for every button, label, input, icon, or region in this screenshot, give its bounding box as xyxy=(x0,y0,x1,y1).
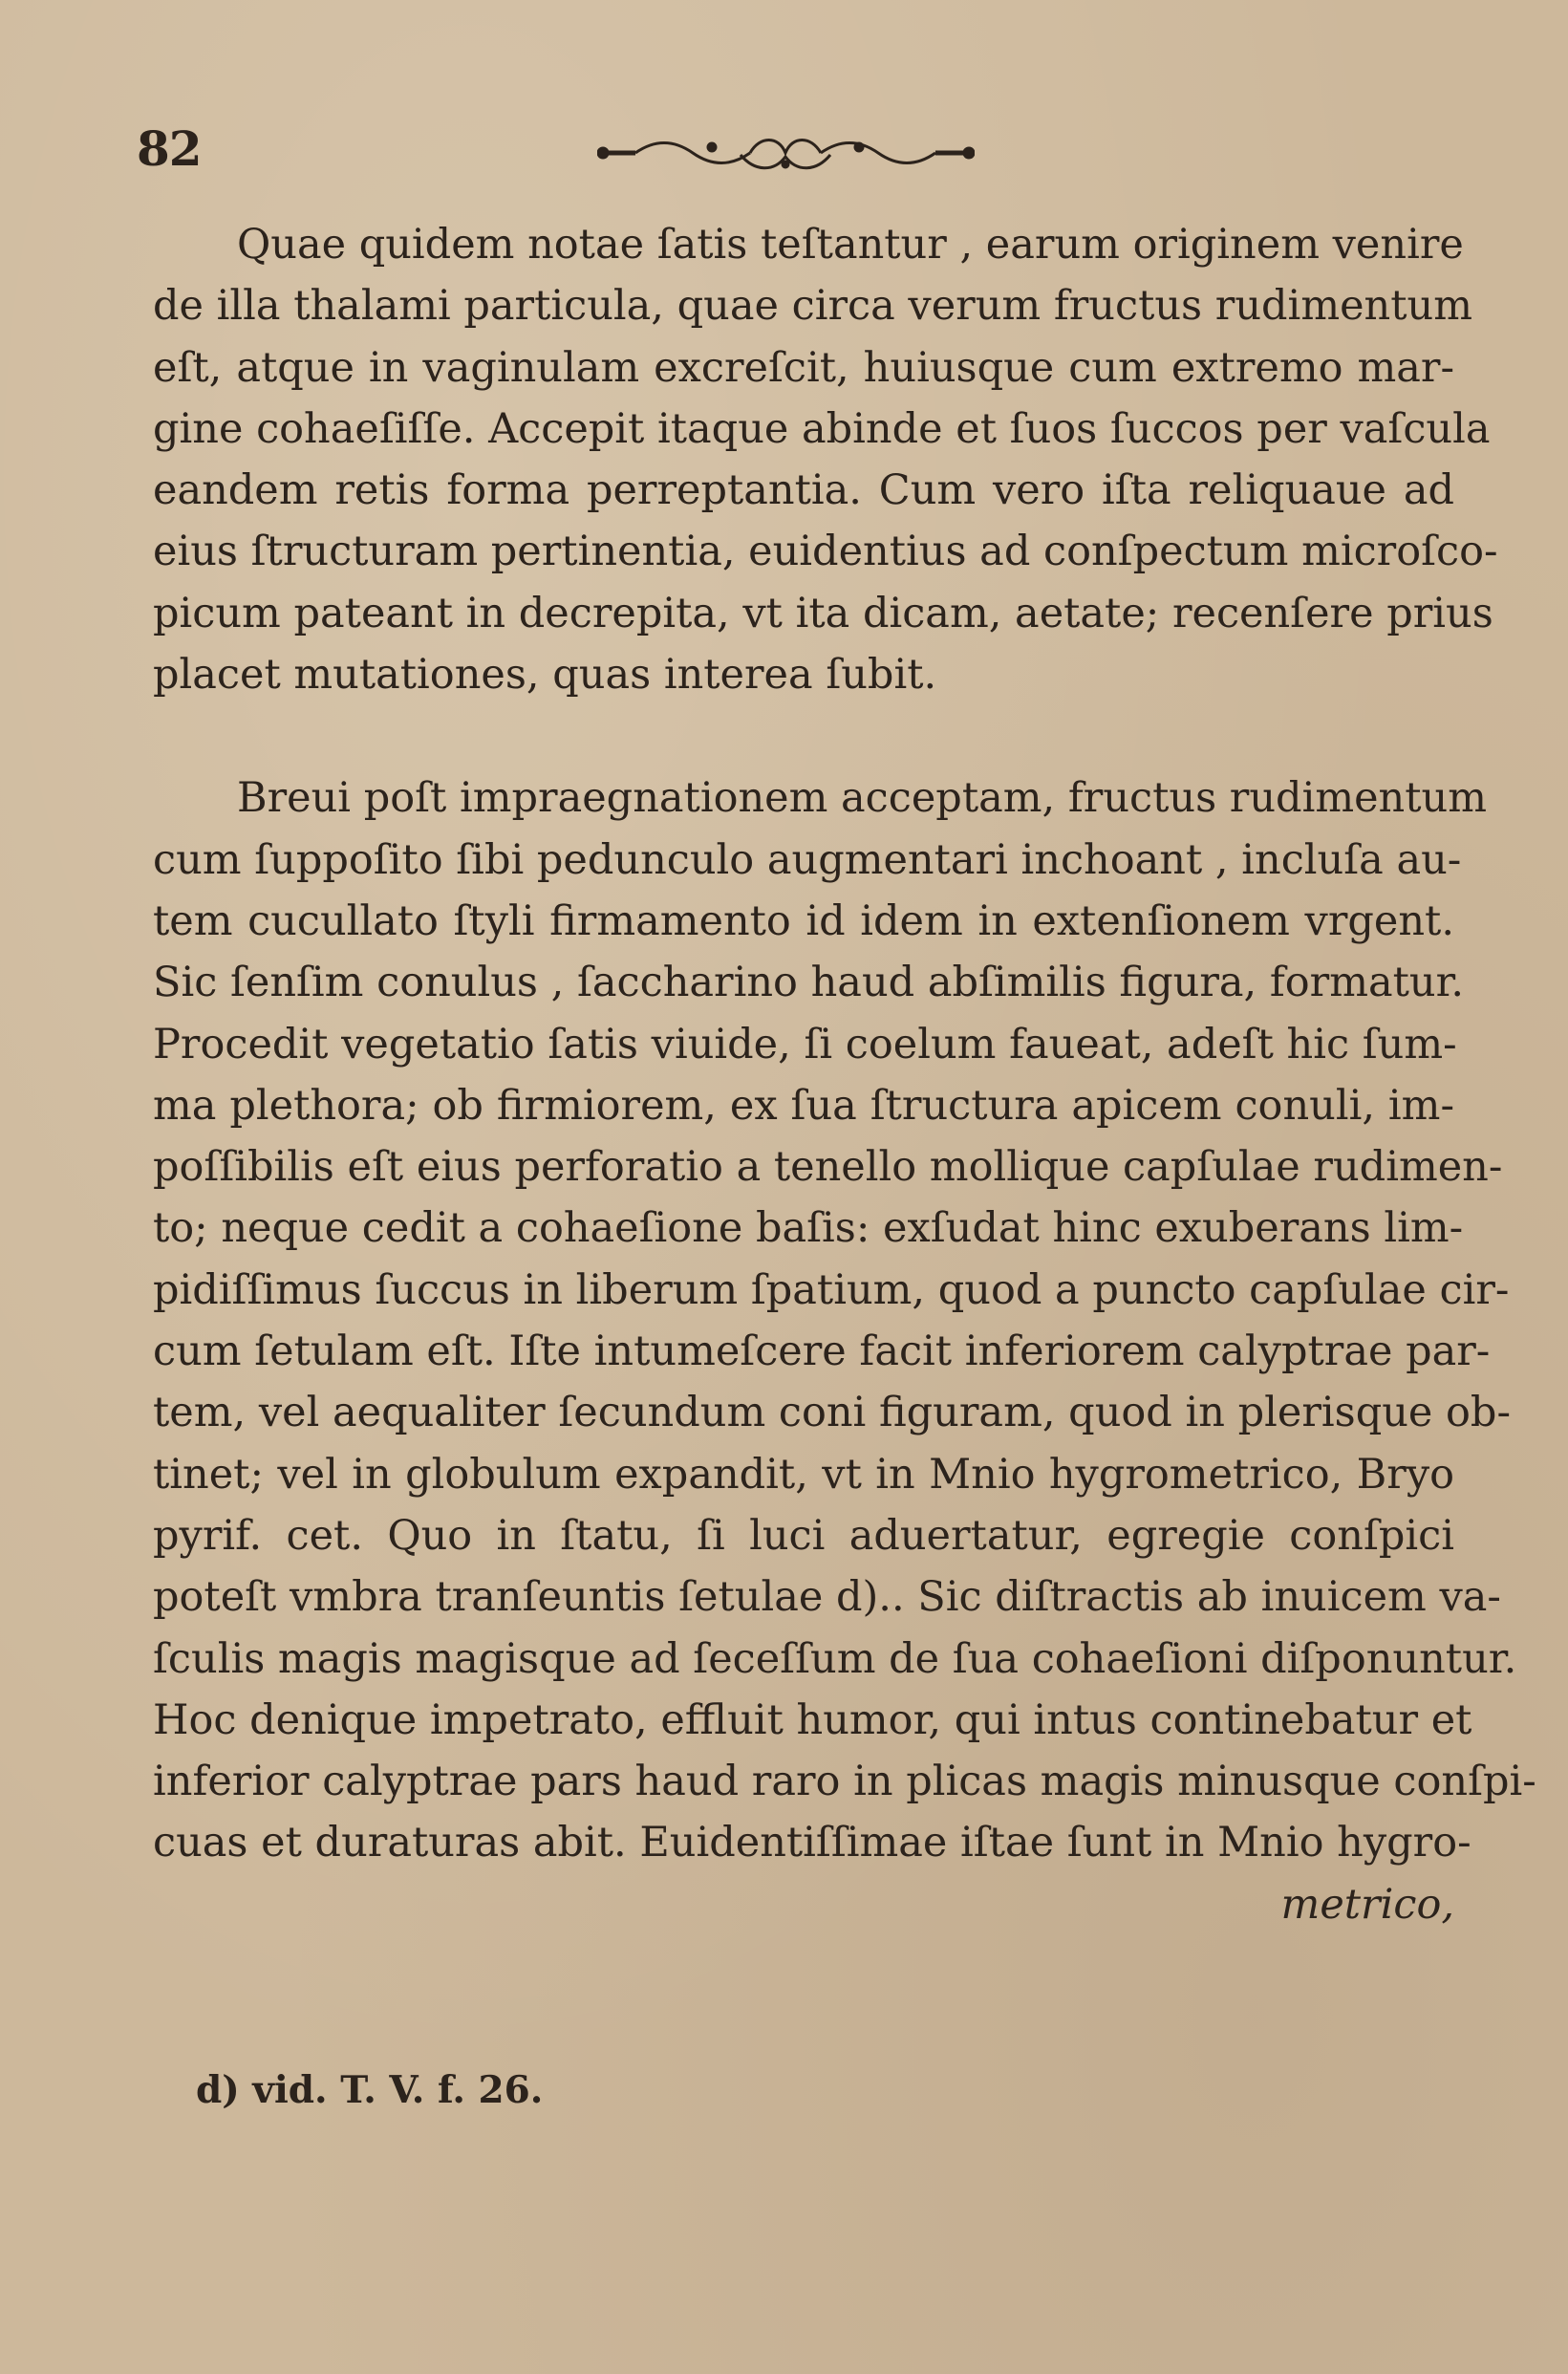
text-line: Quae quidem notae ſatis teſtantur , earum originem venire xyxy=(237,221,1464,269)
text-line: to; neque cedit a cohaeſione baſis: exſudat hinc exuberans lim- xyxy=(153,1204,1464,1253)
text-line: eſt, atque in vaginulam excreſcit, huiusque cum extremo mar- xyxy=(153,343,1454,392)
text-line: tem, vel aequaliter ſecundum coni figuram, quod in plerisque ob- xyxy=(153,1389,1511,1437)
text-line: pyrif. cet. Quo in ſtatu, ſi luci aduertatur, egregie conſpici xyxy=(153,1511,1454,1560)
catchword: metrico, xyxy=(1280,1880,1454,1929)
text-line: Procedit vegetatio ſatis viuide, ſi coelum faueat, adeſt hic ſum- xyxy=(153,1020,1457,1068)
text-line: placet mutationes, quas interea ſubit. xyxy=(153,651,937,700)
text-line: eius ſtructuram pertinentia, euidentius ad conſpectum microſco- xyxy=(153,528,1498,576)
body-text xyxy=(153,214,1536,1935)
text-line: Hoc denique impetrato, effluit humor, qui intus continebatur et xyxy=(153,1695,1472,1744)
page-number: 82 xyxy=(137,120,202,177)
text-line: pidiſſimus ſuccus in liberum ſpatium, quod a puncto capſulae cir- xyxy=(153,1265,1510,1314)
text-line: poſſibilis eſt eius perforatio a tenello mollique capſulae rudimen- xyxy=(153,1143,1503,1192)
paragraph-1 xyxy=(153,214,1498,705)
text-line: ſculis magis magisque ad ſeceſſum de ſua cohaeſioni diſponuntur. xyxy=(153,1634,1517,1683)
text-line: ma plethora; ob firmiorem, ex ſua ſtructura apicem conuli, im- xyxy=(153,1081,1454,1130)
text-line: tinet; vel in globulum expandit, vt in Mnio hygrometrico, Bryo xyxy=(153,1450,1454,1499)
paragraph-2 xyxy=(153,767,1536,1935)
text-line: inferior calyptrae pars haud raro in plicas magis minusque conſpi- xyxy=(153,1758,1536,1806)
text-line: picum pateant in decrepita, vt ita dicam, aetate; recenſere prius xyxy=(153,589,1493,637)
text-line: Breui poſt impraegnationem acceptam, fructus rudimentum xyxy=(237,774,1487,823)
text-line: poteſt vmbra tranſeuntis ſetulae d).. Sic diſtractis ab inuicem va- xyxy=(153,1573,1501,1622)
text-line: tem cucullato ſtyli firmamento id idem in extenſionem vrgent. xyxy=(153,896,1454,945)
decorative-header-ornament-icon xyxy=(597,126,975,180)
text-line: cum ſetulam eſt. Iſte intumeſcere facit inferiorem calyptrae par- xyxy=(153,1327,1491,1376)
text-line: eandem retis forma perreptantia. Cum vero iſta reliquaue ad xyxy=(153,466,1454,515)
text-line: Sic ſenſim conulus , ſaccharino haud abſimilis figura, formatur. xyxy=(153,959,1465,1007)
text-line: de illa thalami particula, quae circa verum fructus rudimentum xyxy=(153,282,1472,331)
text-line: gine cohaeſiſſe. Accepit itaque abinde et ſuos ſuccos per vaſcula xyxy=(153,404,1491,453)
text-line: cuas et duraturas abit. Euidentiſſimae iſtae ſunt in Mnio hygro- xyxy=(153,1819,1471,1867)
footnote: d) vid. T. V. f. 26. xyxy=(196,2068,544,2112)
text-line: cum ſuppoſito ſibi pedunculo augmentari inchoant , incluſa au- xyxy=(153,835,1462,884)
